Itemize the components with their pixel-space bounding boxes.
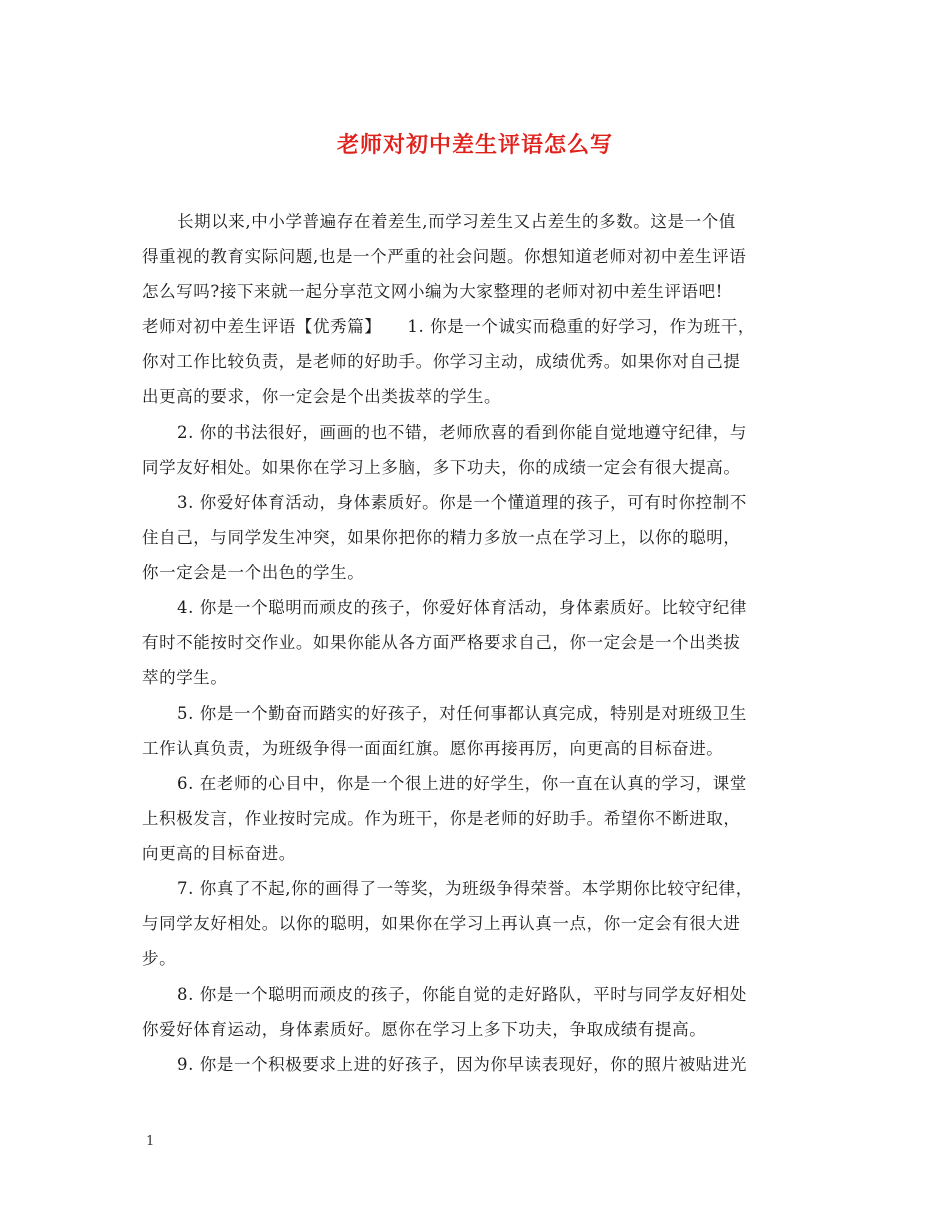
text-line: 向更高的目标奋进。: [142, 844, 296, 863]
text-line: 住自己，与同学发生冲突，如果你把你的精力多放一点在学习上，以你的聪明，: [142, 528, 741, 547]
page-number: 1: [146, 1134, 155, 1149]
text-line: 怎么写吗?接下来就一起分享范文网小编为大家整理的老师对初中差生评语吧!: [142, 282, 723, 301]
text-line: 工作认真负责，为班级争得一面面红旗。愿你再接再厉，向更高的目标奋进。: [142, 739, 724, 758]
text-line: 2. 你的书法很好，画画的也不错，老师欣喜的看到你能自觉地遵守纪律，与: [177, 423, 747, 442]
text-line: 你爱好体育运动，身体素质好。愿你在学习上多下功夫，争取成绩有提高。: [142, 1020, 707, 1039]
text-line: 上积极发言，作业按时完成。作为班干，你是老师的好助手。希望你不断进取，: [142, 809, 741, 828]
text-line: 你一定会是一个出色的学生。: [142, 563, 365, 582]
text-line: 长期以来,中小学普遍存在着差生,而学习差生又占差生的多数。这是一个值: [177, 212, 736, 231]
text-line: 5. 你是一个勤奋而踏实的好孩子，对任何事都认真完成，特别是对班级卫生: [177, 704, 747, 723]
text-line: 与同学友好相处。以你的聪明，如果你在学习上再认真一点，你一定会有很大进: [142, 914, 741, 933]
text-line: 4. 你是一个聪明而顽皮的孩子，你爱好体育活动，身体素质好。比较守纪律: [177, 598, 747, 617]
text-line: 3. 你爱好体育活动，身体素质好。你是一个懂道理的孩子，可有时你控制不: [177, 493, 747, 512]
text-line: 同学友好相处。如果你在学习上多脑，多下功夫，你的成绩一定会有很大提高。: [142, 458, 741, 477]
text-line: 有时不能按时交作业。如果你能从各方面严格要求自己，你一定会是一个出类拔: [142, 633, 741, 652]
text-line: 步。: [142, 949, 177, 968]
text-line: 6. 在老师的心目中，你是一个很上进的好学生，你一直在认真的学习，课堂: [177, 774, 747, 793]
text-line: 得重视的教育实际问题,也是一个严重的社会问题。你想知道老师对初中差生评语: [142, 247, 747, 266]
text-line: 7. 你真了不起,你的画得了一等奖，为班级争得荣誉。本学期你比较守纪律，: [177, 879, 753, 898]
text-line: 你对工作比较负责，是老师的好助手。你学习主动，成绩优秀。如果你对自己提: [142, 352, 741, 371]
text-line: 出更高的要求，你一定会是个出类拔萃的学生。: [142, 387, 502, 406]
page-title: 老师对初中差生评语怎么写: [336, 132, 613, 158]
text-line: 8. 你是一个聪明而顽皮的孩子，你能自觉的走好路队，平时与同学友好相处: [177, 985, 747, 1004]
text-line: 老师对初中差生评语【优秀篇】 1. 你是一个诚实而稳重的好学习，作为班干，: [142, 317, 756, 336]
text-line: 9. 你是一个积极要求上进的好孩子，因为你早读表现好，你的照片被贴进光: [177, 1055, 747, 1074]
text-line: 萃的学生。: [142, 668, 228, 687]
